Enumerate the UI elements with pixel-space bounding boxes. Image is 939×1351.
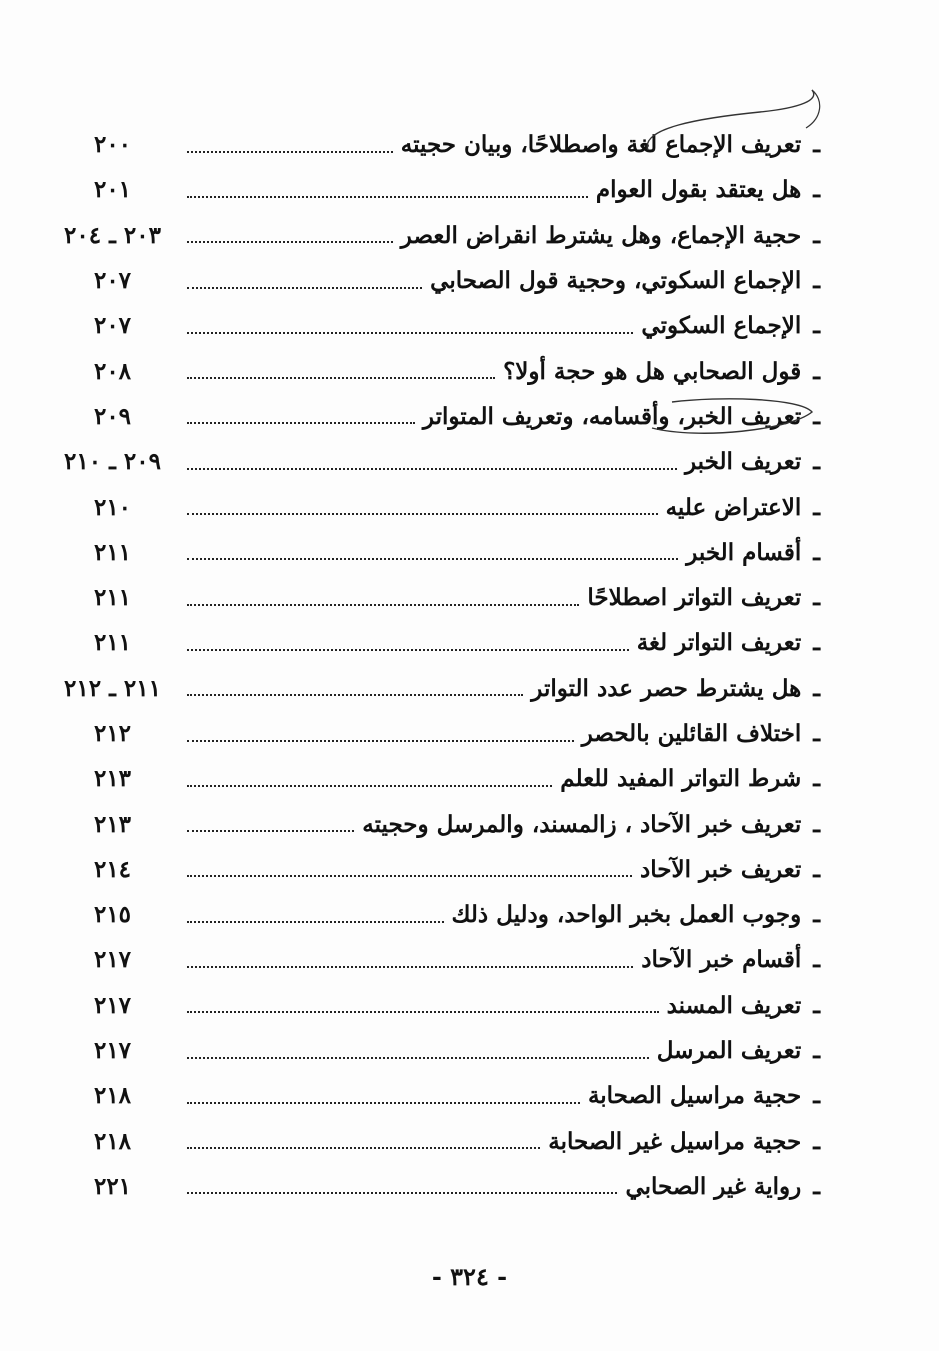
toc-page-number: ٢١١ [93, 538, 132, 566]
toc-page-number: ٢٠٩ [93, 402, 132, 430]
bullet-dash: ـ [805, 538, 820, 566]
dot-leader [187, 285, 422, 289]
bullet-dash: ـ [805, 357, 820, 385]
toc-title [666, 494, 820, 521]
dot-leader [187, 330, 633, 334]
bullet-dash: ـ [805, 402, 820, 430]
toc-entry [60, 620, 820, 665]
toc-title-text: قول الصحابي هل هو حجة أولا؟ [503, 357, 802, 385]
toc-page-number: ٢١٥ [93, 901, 132, 929]
toc-page-number: ٢٠٧ [93, 267, 132, 295]
toc-title-text: أقسام خبر الآحاد [641, 946, 802, 974]
dot-leader [187, 873, 632, 877]
toc-title-text: تعريف الخبر [684, 448, 802, 476]
table-of-contents [60, 122, 820, 1209]
toc-entry [60, 666, 820, 711]
toc-page-number: ٢٠١ [93, 176, 132, 204]
toc-entry [60, 530, 820, 575]
toc-title [401, 222, 820, 249]
bullet-dash: ـ [805, 629, 820, 657]
toc-entry [60, 213, 820, 258]
toc-page-number: ٢١١ ـ ٢١٢ [64, 674, 161, 702]
bullet-dash: ـ [805, 855, 820, 883]
toc-title-text: رواية غير الصحابي [625, 1172, 802, 1200]
toc-title [423, 403, 820, 430]
bullet-dash: ـ [805, 810, 820, 838]
dot-leader [187, 194, 588, 198]
toc-title-text: شرط التواتر المفيد للعلم [560, 765, 802, 793]
dot-leader [187, 602, 579, 606]
dot-leader [187, 783, 552, 787]
dot-leader [187, 420, 415, 424]
bullet-dash: ـ [805, 176, 820, 204]
toc-title [596, 176, 820, 203]
toc-page-number: ٢١٧ [93, 946, 132, 974]
toc-title-text: هل يعتقد بقول العوام [595, 176, 802, 204]
dot-leader [187, 1190, 617, 1194]
toc-title-text: تعريف الخبر، وأقسامه، وتعريف المتواتر [422, 402, 802, 430]
toc-title [657, 1037, 820, 1064]
toc-title-text: تعريف خبر الآحاد ، زالمسند، والمرسل وحجيته [362, 810, 802, 838]
toc-title-text: الإجماع السكوتي [641, 312, 802, 340]
bullet-dash: ـ [805, 765, 820, 793]
toc-title-text: الإجماع السكوتي، وحجية قول الصحابي [430, 267, 802, 295]
toc-entry [60, 303, 820, 348]
bullet-dash: ـ [805, 901, 820, 929]
dot-leader [187, 1055, 649, 1059]
toc-page-number: ٢١٢ [93, 720, 132, 747]
toc-entry [60, 575, 820, 620]
dot-leader [187, 647, 629, 651]
toc-entry [60, 756, 820, 801]
toc-entry [60, 1073, 820, 1118]
toc-entry [60, 348, 820, 393]
bullet-dash: ـ [805, 946, 820, 974]
bullet-dash: ـ [805, 674, 820, 702]
toc-title-text: تعريف التواتر لغة [636, 629, 802, 657]
toc-title [362, 811, 820, 838]
bullet-dash: ـ [805, 584, 820, 612]
page-number: - ٣٢٤ - [431, 1262, 508, 1291]
toc-title [531, 675, 820, 702]
dot-leader [187, 1100, 580, 1104]
toc-title-text: تعريف المسند [666, 991, 802, 1019]
toc-title-text: هل يشترط حصر عدد التواتر [531, 674, 802, 702]
toc-entry [60, 983, 820, 1028]
toc-title [667, 992, 820, 1019]
dot-leader [187, 375, 495, 379]
dot-leader [187, 556, 678, 560]
toc-entry [60, 167, 820, 212]
dot-leader [187, 1145, 540, 1149]
toc-title [685, 448, 820, 475]
toc-title-text: تعريف خبر الآحاد [640, 855, 802, 883]
toc-page-number: ٢٠٠ [93, 131, 132, 159]
toc-entry [60, 801, 820, 846]
dot-leader [187, 1009, 659, 1013]
toc-title [430, 267, 820, 294]
toc-page-number: ٢٠٣ ـ ٢٠٤ [64, 221, 161, 249]
toc-entry [60, 937, 820, 982]
toc-title [587, 584, 820, 611]
toc-title-text: وجوب العمل بخبر الواحد، ودليل ذلك [451, 901, 802, 929]
toc-page-number: ٢٠٨ [93, 357, 132, 385]
bullet-dash: ـ [805, 267, 820, 295]
toc-page-number: ٢٢١ [93, 1172, 132, 1200]
toc-page-number: ٢١٤ [93, 855, 132, 883]
toc-title-text: تعريف التواتر اصطلاحًا [587, 584, 802, 612]
dot-leader [187, 964, 633, 968]
toc-entry [60, 1119, 820, 1164]
bullet-dash: ـ [805, 221, 820, 249]
toc-title [641, 946, 820, 973]
toc-title-text: أقسام الخبر [686, 538, 802, 566]
toc-title [625, 1173, 820, 1200]
toc-title-text: تعريف المرسل [656, 1037, 802, 1065]
dot-leader [187, 919, 444, 923]
toc-entry [60, 1028, 820, 1073]
toc-title [548, 1128, 820, 1155]
toc-page-number: ٢١١ [93, 584, 132, 612]
toc-title-text: حجية مراسيل غير الصحابة [548, 1127, 802, 1155]
toc-title [588, 1082, 820, 1109]
toc-page-number: ٢١٣ [93, 810, 132, 838]
dot-leader [187, 692, 523, 696]
toc-page-number: ٢١١ [93, 629, 132, 657]
bullet-dash: ـ [805, 493, 820, 521]
bullet-dash: ـ [805, 312, 820, 340]
toc-title-text: حجية الإجماع، وهل يشترط انقراض العصر [400, 221, 802, 249]
toc-title-text: اختلاف القائلين بالحصر [581, 720, 802, 747]
dot-leader [187, 828, 354, 832]
toc-entry [60, 892, 820, 937]
toc-title [640, 856, 820, 883]
toc-title [452, 901, 820, 928]
toc-title [560, 765, 820, 792]
toc-title [401, 131, 820, 158]
toc-title-text: تعريف الإجماع لغة واصطلاحًا، وبيان حجيته [400, 131, 802, 159]
toc-entry [60, 439, 820, 484]
bullet-dash: ـ [805, 1172, 820, 1200]
bullet-dash: ـ [805, 1037, 820, 1065]
toc-entry [60, 1164, 820, 1209]
toc-title [582, 720, 820, 747]
bullet-dash: ـ [805, 991, 820, 1019]
toc-page-number: ٢٠٩ ـ ٢١٠ [64, 448, 161, 476]
toc-page-number: ٢٠٧ [93, 312, 132, 340]
toc-title [641, 312, 820, 339]
dot-leader [187, 466, 677, 470]
bullet-dash: ـ [805, 131, 820, 159]
toc-page-number: ٢١٠ [93, 493, 132, 521]
toc-title [686, 539, 820, 566]
toc-page-number: ٢١٨ [93, 1082, 132, 1110]
bullet-dash: ـ [805, 1127, 820, 1155]
toc-entry [60, 847, 820, 892]
toc-entry [60, 711, 820, 756]
toc-entry [60, 258, 820, 303]
toc-entry [60, 484, 820, 529]
toc-entry [60, 394, 820, 439]
toc-page-number: ٢١٣ [93, 765, 132, 793]
bullet-dash: ـ [805, 448, 820, 476]
bullet-dash: ـ [805, 720, 820, 747]
toc-title-text: حجية مراسيل الصحابة [587, 1082, 802, 1110]
dot-leader [187, 149, 393, 153]
toc-page-number: ٢١٧ [93, 991, 132, 1019]
dot-leader [187, 738, 574, 742]
dot-leader [187, 511, 658, 515]
toc-page-number: ٢١٨ [93, 1127, 132, 1155]
toc-title-text: الاعتراض عليه [665, 493, 802, 521]
toc-page-number: ٢١٧ [93, 1037, 132, 1065]
bullet-dash: ـ [805, 1082, 820, 1110]
toc-title [503, 358, 820, 385]
toc-title [637, 629, 820, 656]
dot-leader [187, 239, 393, 243]
toc-entry [60, 122, 820, 167]
